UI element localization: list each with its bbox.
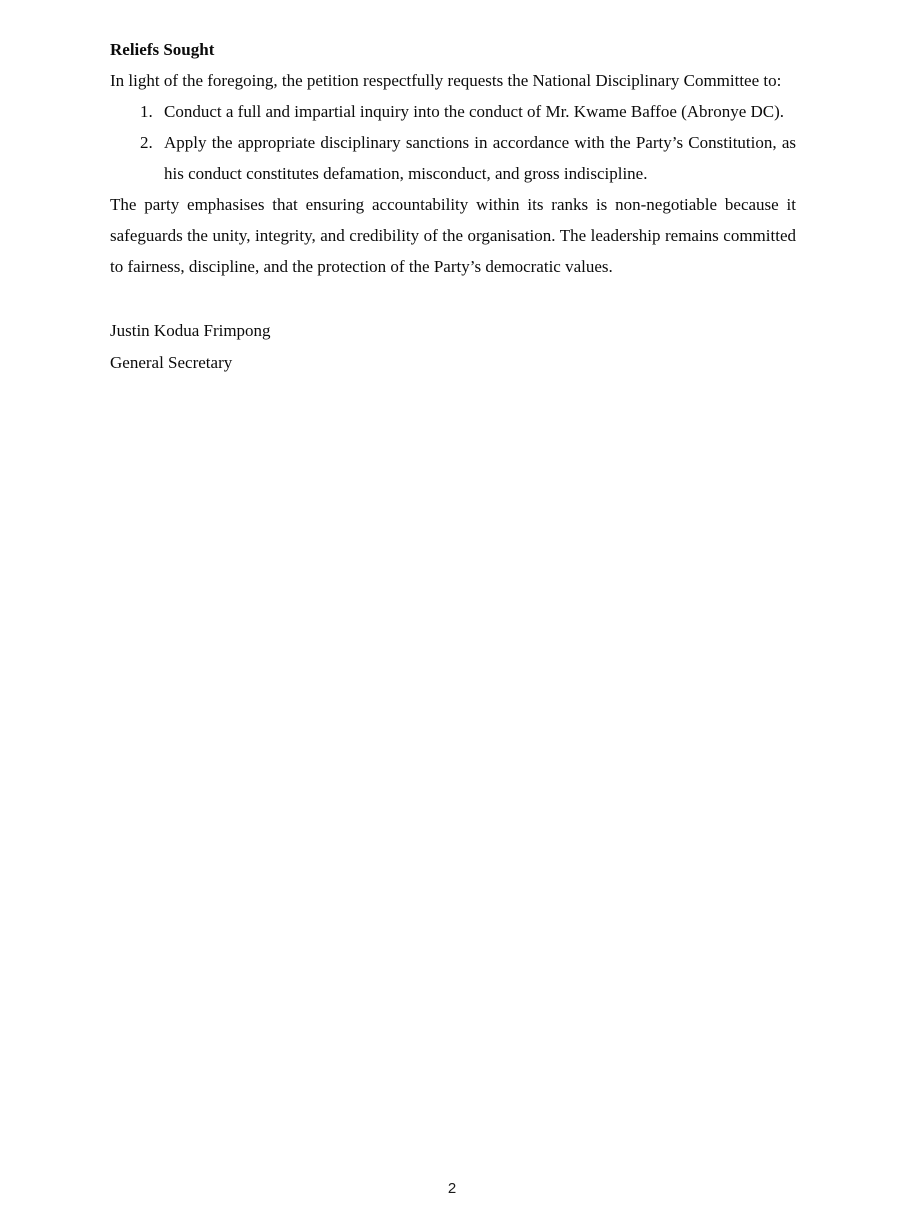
signature-block [110, 315, 796, 379]
list-item-text: Apply the appropriate disciplinary sanctions in accordance with the Party’s Constitution, as his conduct constitutes defamation, misconduct, and gross indiscipline. [164, 133, 796, 183]
closing-paragraph: The party emphasises that ensuring accountability within its ranks is non-negotiable because it safeguards the unity, integrity, and credibility of the organisation. The leadership remains committed to fairness, discipline, and the protection of the Party’s democratic values. [110, 195, 796, 276]
signature-title: General Secretary [110, 353, 233, 372]
section-heading: Reliefs Sought [110, 40, 215, 59]
signature-name: Justin Kodua Frimpong [110, 321, 271, 340]
list-item-number: 2. [140, 133, 153, 152]
page-number: 2 [447, 1180, 457, 1197]
reliefs-list [110, 96, 796, 189]
list-item [110, 96, 796, 127]
document-body [110, 34, 796, 379]
list-item-text: Conduct a full and impartial inquiry into the conduct of Mr. Kwame Baffoe (Abronye DC). [164, 102, 785, 121]
list-item [110, 127, 796, 189]
intro-paragraph: In light of the foregoing, the petition respectfully requests the National Disciplinary Committee to: [110, 71, 782, 90]
list-item-number: 1. [140, 102, 153, 121]
